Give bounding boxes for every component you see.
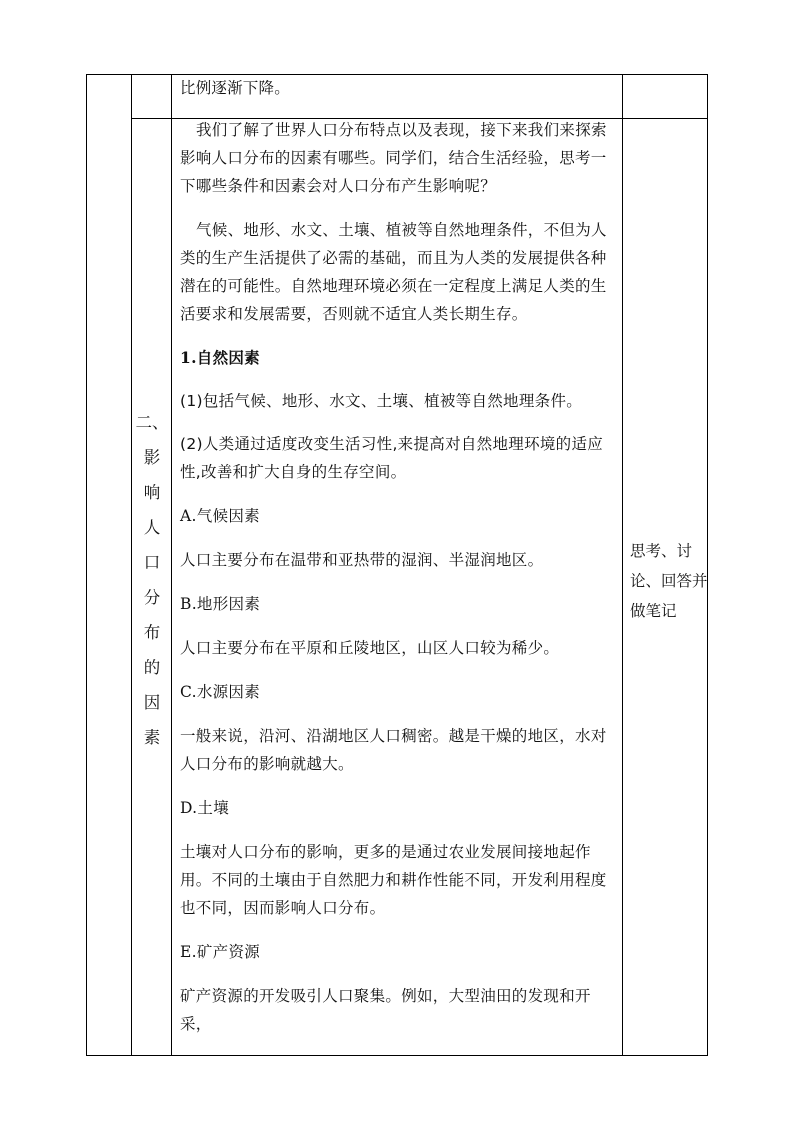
student-activity: 思考、讨论、回答并做笔记 bbox=[630, 542, 708, 620]
subheading-soil: D.土壤 bbox=[180, 799, 230, 817]
teaching-content bbox=[180, 116, 620, 1038]
section-label-char: 分 bbox=[143, 588, 161, 607]
subheading-terrain: B.地形因素 bbox=[180, 595, 261, 613]
top-row-text: 比例逐渐下降。 bbox=[180, 79, 290, 97]
column-divider-3 bbox=[622, 74, 623, 1056]
section-label-char: 影 bbox=[143, 448, 161, 467]
terrain-text: 人口主要分布在平原和丘陵地区，山区人口较为稀少。 bbox=[180, 639, 560, 657]
column-divider-2 bbox=[171, 74, 172, 1056]
section-label-char: 响 bbox=[143, 483, 161, 502]
section-label-char: 口 bbox=[143, 553, 161, 572]
subheading-climate: A.气候因素 bbox=[180, 507, 260, 525]
section-label-char: 布 bbox=[143, 623, 161, 642]
section-label bbox=[133, 408, 171, 753]
section-label-char: 人 bbox=[143, 518, 161, 537]
table-bottom-border bbox=[86, 1055, 707, 1056]
climate-text: 人口主要分布在温带和亚热带的湿润、半湿润地区。 bbox=[180, 551, 544, 569]
list-item: (1)包括气候、地形、水文、土壤、植被等自然地理条件。 bbox=[180, 392, 583, 410]
soil-text: 土壤对人口分布的影响，更多的是通过农业发展间接地起作用。不同的土壤由于自然肥力和耕作性能不同，开发利用程度也不同，因而影响人口分布。 bbox=[180, 843, 607, 917]
subheading-minerals: E.矿产资源 bbox=[180, 943, 261, 961]
water-text: 一般来说，沿河、沿湖地区人口稠密。越是干燥的地区，水对人口分布的影响就越大。 bbox=[180, 727, 607, 773]
section-heading: 1.自然因素 bbox=[180, 348, 260, 367]
minerals-text: 矿产资源的开发吸引人口聚集。例如，大型油田的发现和开采， bbox=[180, 987, 591, 1033]
subheading-water: C.水源因素 bbox=[180, 683, 261, 701]
list-item: (2)人类通过适度改变生活习性,来提高对自然地理环境的适应性,改善和扩大自身的生存空间。 bbox=[180, 435, 604, 481]
natural-conditions-paragraph: 气候、地形、水文、土壤、植被等自然地理条件，不但为人类的生产生活提供了必需的基础，而且为人类的发展提供各种潜在的可能性。自然地理环境必须在一定程度上满足人类的生活要求和发展需要，否则就不适宜人类长期生存。 bbox=[180, 221, 607, 323]
table-left-border bbox=[86, 74, 87, 1056]
section-label-char: 的 bbox=[143, 658, 161, 677]
section-label-char: 因 bbox=[143, 693, 161, 712]
section-label-char: 二、 bbox=[135, 413, 169, 432]
intro-paragraph: 我们了解了世界人口分布特点以及表现，接下来我们来探索影响人口分布的因素有哪些。同学们，结合生活经验，思考一下哪些条件和因素会对人口分布产生影响呢？ bbox=[180, 121, 607, 195]
column-divider-1 bbox=[131, 74, 132, 1056]
section-label-char: 素 bbox=[143, 728, 161, 747]
